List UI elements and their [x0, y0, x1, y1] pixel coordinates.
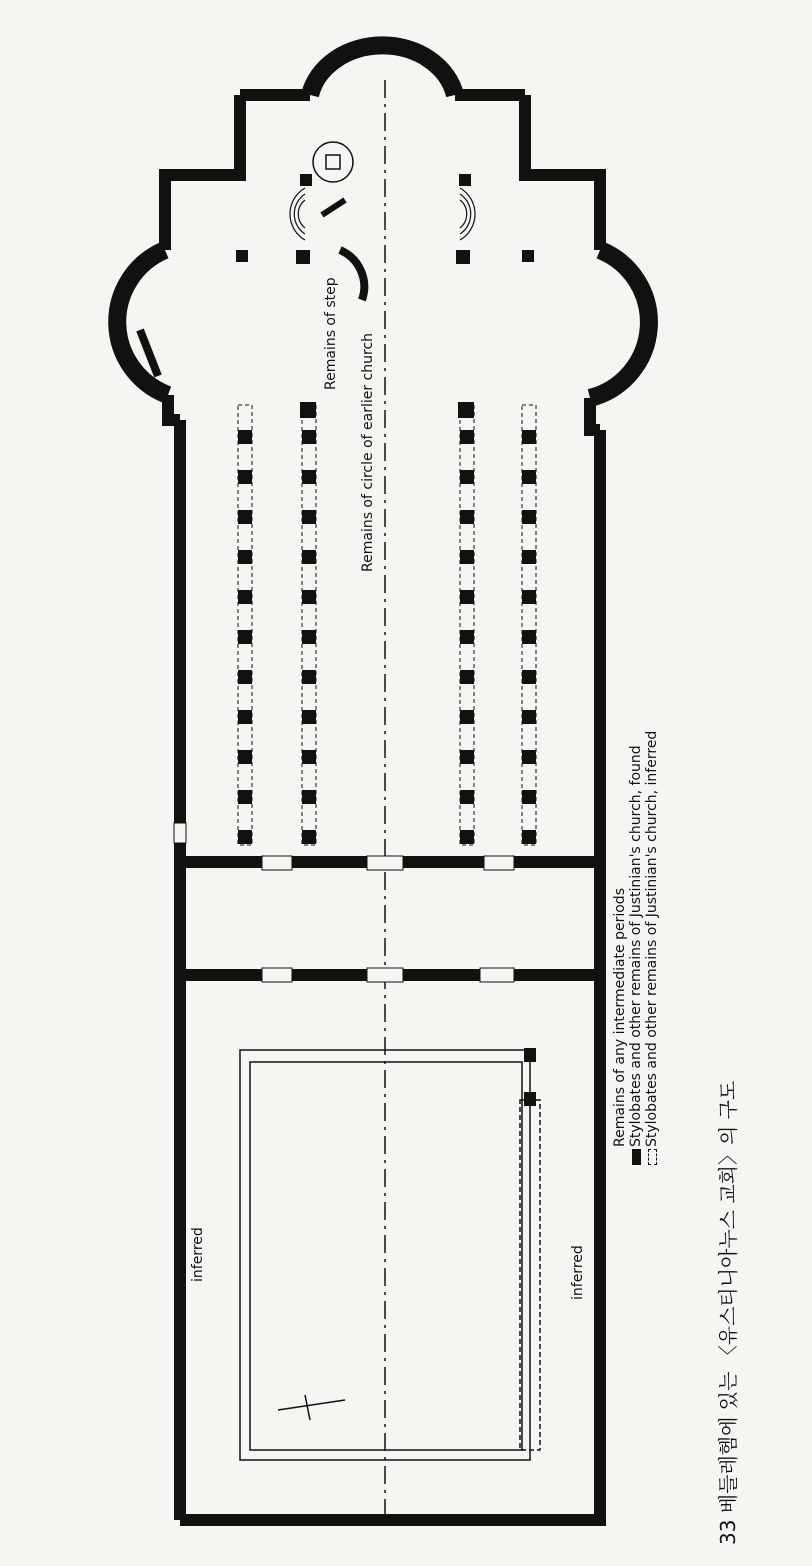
column-blocks — [238, 430, 536, 844]
atrium-court — [240, 1050, 540, 1460]
column-block — [302, 670, 316, 684]
column-block — [522, 430, 536, 444]
column-block — [238, 630, 252, 644]
column-block — [522, 830, 536, 844]
column-block — [460, 550, 474, 564]
column-block — [238, 830, 252, 844]
column-block — [238, 430, 252, 444]
column-block — [302, 430, 316, 444]
column-block — [238, 510, 252, 524]
legend-item: Stylobates and other remains of Justinian's church, inferred — [644, 731, 660, 1165]
column-block — [302, 790, 316, 804]
legend-solid-swatch — [632, 1149, 641, 1165]
north-arrow — [278, 1395, 345, 1420]
column-block — [522, 510, 536, 524]
column-block — [302, 590, 316, 604]
column-block — [522, 710, 536, 724]
column-block — [522, 590, 536, 604]
column-block — [522, 470, 536, 484]
column-block — [238, 550, 252, 564]
label-inferred-left: inferred — [190, 1227, 206, 1282]
column-block — [460, 630, 474, 644]
column-block — [238, 470, 252, 484]
label-remains-of-circle: Remains of circle of earlier church — [360, 332, 376, 572]
column-block — [302, 470, 316, 484]
legend-item: Remains of any intermediate periods — [612, 888, 628, 1147]
stairs — [290, 188, 475, 240]
column-block — [522, 750, 536, 764]
column-block — [302, 830, 316, 844]
column-block — [460, 830, 474, 844]
column-block — [302, 710, 316, 724]
figure-caption: 33 베들레헴에 있는 〈유스티니아누스 교회〉의 구도 — [716, 1080, 740, 1545]
transept-piers — [174, 174, 534, 843]
column-block — [238, 590, 252, 604]
column-block — [460, 710, 474, 724]
column-block — [460, 670, 474, 684]
column-block — [460, 430, 474, 444]
column-block — [238, 750, 252, 764]
colonnades — [238, 405, 536, 845]
column-block — [302, 550, 316, 564]
label-remains-of-step: Remains of step — [323, 277, 339, 390]
column-block — [302, 750, 316, 764]
column-block — [522, 630, 536, 644]
column-block — [460, 790, 474, 804]
column-block — [460, 750, 474, 764]
legend — [612, 731, 660, 1165]
column-block — [522, 550, 536, 564]
column-block — [522, 790, 536, 804]
column-block — [460, 590, 474, 604]
column-block — [522, 670, 536, 684]
column-block — [302, 510, 316, 524]
narthex-doors — [262, 856, 514, 982]
column-block — [238, 790, 252, 804]
column-block — [238, 670, 252, 684]
label-inferred-right: inferred — [570, 1245, 586, 1300]
apse-walls — [117, 45, 649, 398]
column-block — [302, 630, 316, 644]
column-block — [460, 510, 474, 524]
legend-item: Stylobates and other remains of Justinian's church, found — [628, 731, 644, 1165]
column-block — [238, 710, 252, 724]
legend-dashed-swatch — [648, 1149, 657, 1165]
column-block — [460, 470, 474, 484]
outer-wall — [165, 95, 600, 1520]
